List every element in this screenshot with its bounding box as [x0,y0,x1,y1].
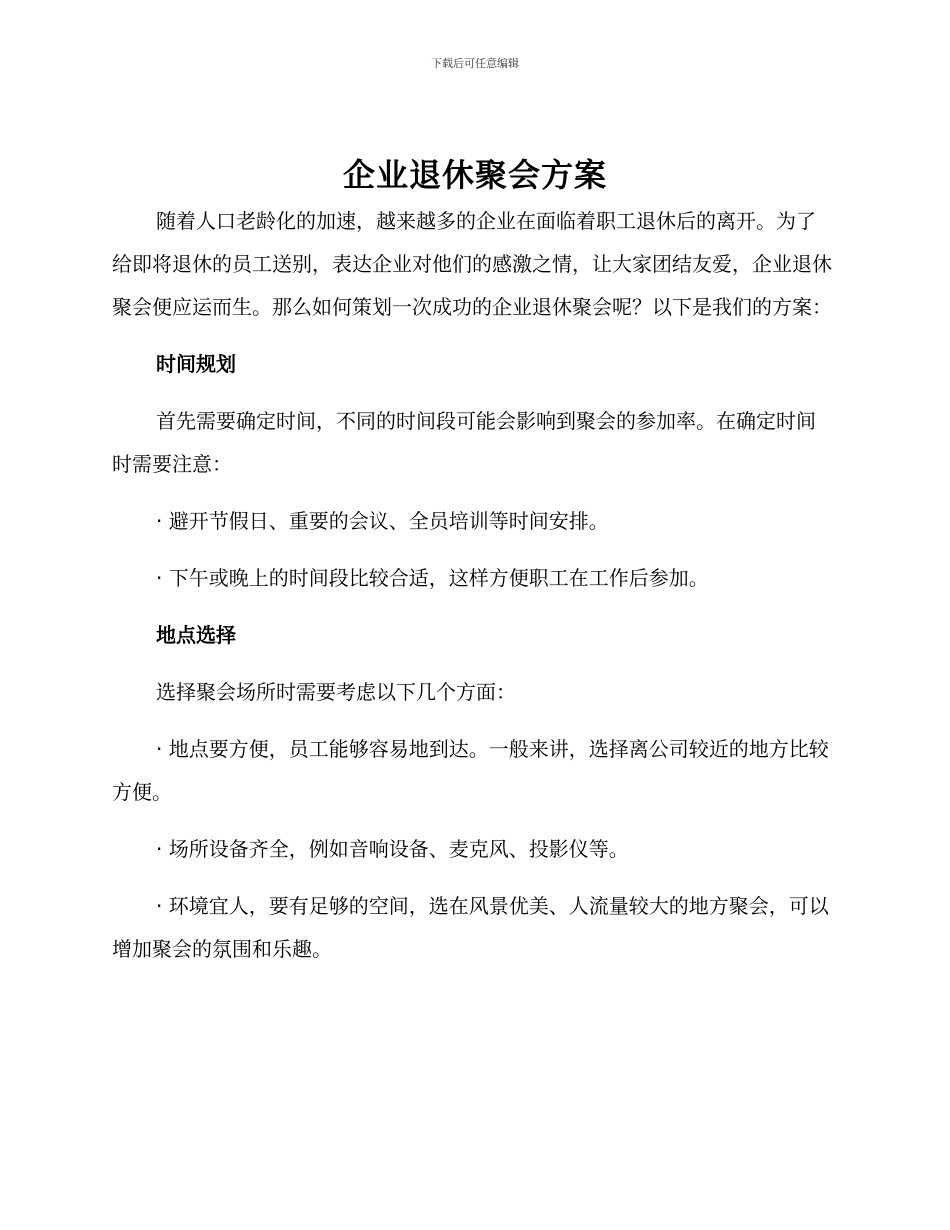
bullet-item: · 避开节假日、重要的会议、全员培训等时间安排。 [156,509,609,533]
document-title: 企业退休聚会方案 [342,156,607,194]
bullet-item: · 地点要方便，员工能够容易地到达。一般来讲，选择离公司较近的地方比较方便。 [112,737,829,804]
section-lead-time: 首先需要确定时间，不同的时间段可能会影响到聚会的参加率。在确定时间时需要注意： [112,409,816,476]
bullet-item: · 环境宜人，要有足够的空间，选在风景优美、人流量较大的地方聚会，可以增加聚会的氛围和乐趣。 [112,894,829,961]
section-heading-location: 地点选择 [156,623,236,647]
section-heading-time: 时间规划 [156,352,236,376]
bullet-item: · 下午或晚上的时间段比较合适，这样方便职工在工作后参加。 [156,566,709,590]
document-body [112,200,832,985]
section-lead-location: 选择聚会场所时需要考虑以下几个方面： [156,680,516,704]
intro-paragraph: 随着人口老龄化的加速，越来越多的企业在面临着职工退休后的离开。为了给即将退休的员工送别，表达企业对他们的感激之情，让大家团结友爱，企业退休聚会便应运而生。那么如何策划一次成功的企业退休聚会呢？以下是我们的方案： [112,209,832,319]
bullet-item: · 场所设备齐全，例如音响设备、麦克风、投影仪等。 [156,837,629,861]
header-note: 下载后可任意编辑 [431,57,519,70]
